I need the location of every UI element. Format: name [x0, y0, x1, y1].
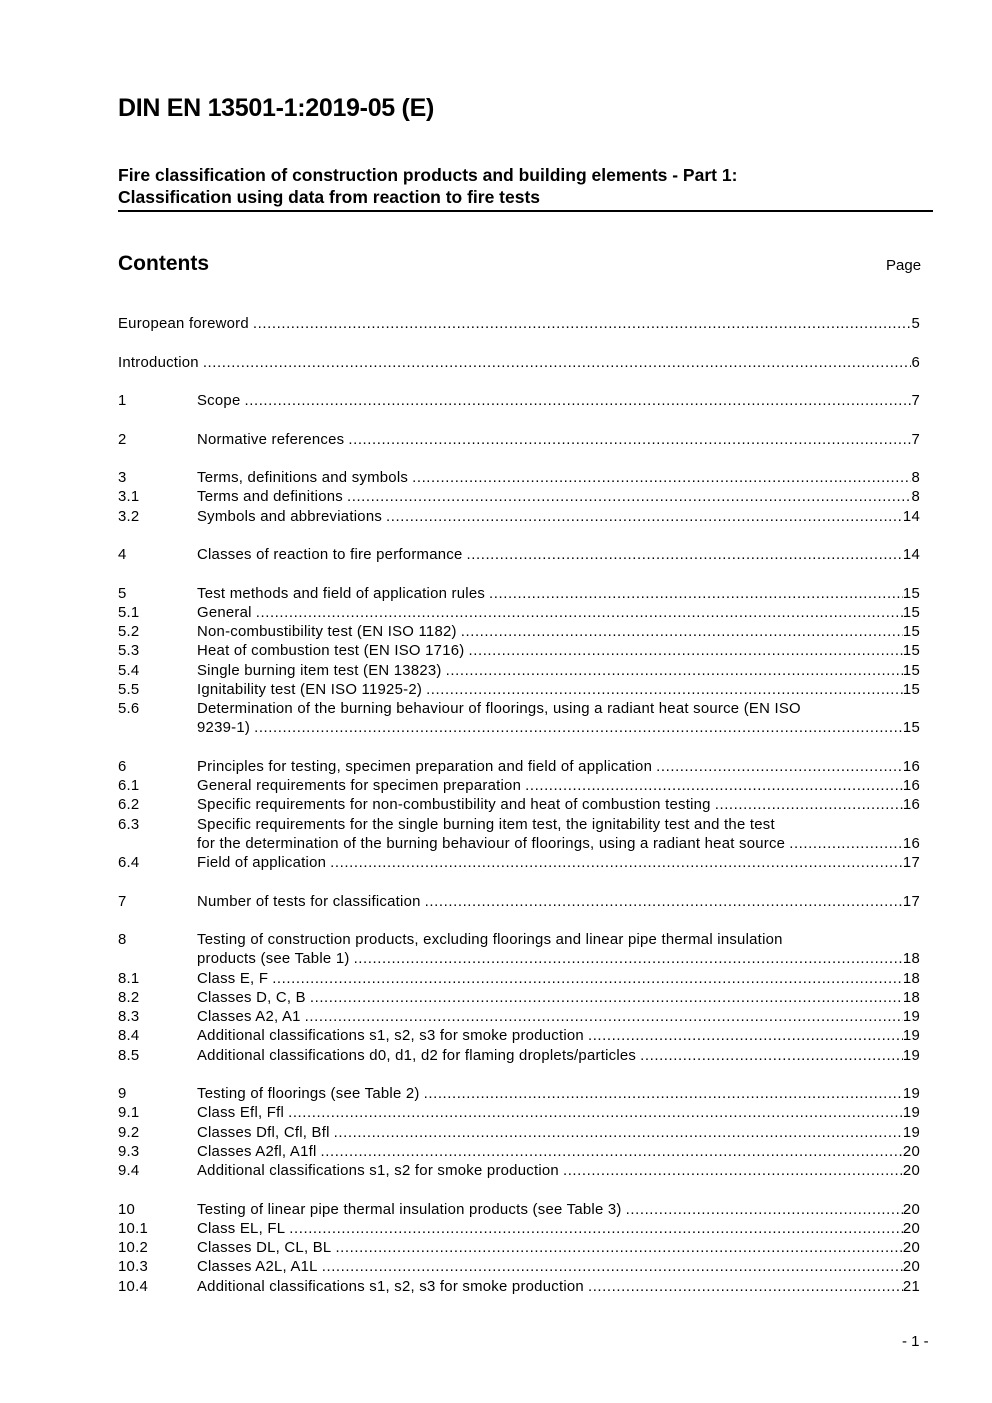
toc-entry[interactable]	[118, 546, 920, 565]
toc-entry[interactable]	[118, 662, 920, 681]
toc-entry-number: 3.2	[118, 508, 140, 525]
toc-dot-leader	[254, 719, 903, 738]
toc-entry-number: 6.3	[118, 816, 140, 833]
toc-entry-title: Classes DL, CL, BL	[197, 1240, 332, 1256]
toc-entry-title: Normative references	[197, 431, 345, 448]
toc-dot-leader	[330, 854, 903, 873]
toc-entry-title: Classes Dfl, Cfl, Bfl	[197, 1124, 330, 1141]
toc-entry[interactable]	[118, 970, 920, 989]
toc-section	[118, 354, 920, 373]
toc-entry-number: 10	[118, 1201, 136, 1218]
toc-section	[118, 931, 920, 1066]
toc-entry-page: 18	[902, 970, 920, 987]
toc-entry-page: 8	[911, 489, 920, 506]
toc-entry-title: Classes D, C, B	[197, 989, 306, 1006]
toc-dot-leader	[446, 662, 903, 681]
toc-entry-number: 5.4	[118, 662, 140, 679]
toc-entry-title: Testing of linear pipe thermal insulation products (see Table 3)	[197, 1201, 622, 1218]
toc-entry-title: Introduction	[118, 354, 199, 371]
toc-entry-number: 10.3	[118, 1259, 148, 1276]
toc-entry[interactable]	[118, 700, 920, 739]
page-column-heading: Page	[886, 257, 922, 274]
toc-entry-number: 9.4	[118, 1163, 140, 1179]
toc-entry[interactable]	[118, 623, 920, 642]
toc-entry-page: 14	[902, 547, 920, 563]
toc-entry-number: 8.2	[118, 989, 140, 1006]
toc-entry-number: 5.1	[118, 604, 140, 621]
subtitle-line-1: Fire classification of construction products and building elements - Part 1:	[118, 165, 738, 185]
toc-entry-page: 15	[902, 662, 920, 679]
toc-entry-number: 8.4	[118, 1028, 140, 1045]
toc-entry[interactable]	[118, 354, 920, 373]
toc-dot-leader	[334, 1124, 903, 1143]
contents-heading: Contents	[118, 252, 209, 275]
toc-entry[interactable]	[118, 1008, 920, 1027]
toc-entry-number: 9.1	[118, 1105, 140, 1122]
toc-entry[interactable]	[118, 1239, 920, 1258]
toc-entry-page: 21	[902, 1278, 920, 1295]
toc-entry-title: for the determination of the burning behaviour of floorings, using a radiant heat source	[197, 835, 786, 852]
toc-entry-number: 8.1	[118, 970, 140, 987]
toc-entry[interactable]	[118, 469, 920, 488]
toc-entry-title: 9239-1)	[197, 720, 251, 737]
toc-section	[118, 315, 920, 334]
toc-entry[interactable]	[118, 315, 920, 334]
toc-entry-title: Terms and definitions	[197, 489, 343, 506]
toc-entry-title: Ignitability test (EN ISO 11925-2)	[197, 681, 423, 698]
toc-entry-page: 19	[902, 1009, 920, 1025]
toc-entry[interactable]	[118, 893, 920, 912]
toc-dot-leader	[305, 1008, 903, 1027]
toc-entry-title: Class E, F	[197, 970, 269, 987]
toc-dot-leader	[715, 796, 903, 815]
toc-dot-leader	[244, 392, 911, 411]
toc-entry[interactable]	[118, 585, 920, 604]
subtitle-divider	[118, 210, 933, 212]
toc-entry-number: 6	[118, 758, 127, 775]
toc-section	[118, 546, 920, 565]
toc-entry-page: 5	[911, 316, 920, 332]
toc-entry-title: Classes A2L, A1L	[197, 1259, 318, 1276]
toc-entry-title: Scope	[197, 393, 241, 409]
toc-section	[118, 392, 920, 411]
toc-entry-title: Symbols and abbreviations	[197, 508, 383, 525]
document-subtitle	[118, 164, 932, 208]
toc-entry-page: 20	[902, 1220, 920, 1237]
toc-section	[118, 1201, 920, 1297]
toc-entry-page: 16	[902, 758, 920, 775]
toc-dot-leader	[563, 1162, 903, 1181]
toc-entry-number: 10.4	[118, 1278, 148, 1295]
toc-entry[interactable]	[118, 1220, 920, 1239]
toc-entry[interactable]	[118, 1085, 920, 1104]
toc-entry-number: 9	[118, 1086, 127, 1102]
toc-entry-number: 3	[118, 470, 127, 486]
toc-entry-title: General requirements for specimen preparation	[197, 778, 522, 794]
toc-entry[interactable]	[118, 642, 920, 661]
toc-entry-number: 9.3	[118, 1143, 140, 1160]
toc-entry-page: 15	[902, 624, 920, 640]
subtitle-line-2: Classification using data from reaction to fire tests	[118, 187, 541, 207]
document-id: DIN EN 13501-1:2019-05 (E)	[118, 94, 434, 122]
toc-entry-page: 19	[902, 1028, 920, 1045]
toc-dot-leader	[347, 488, 911, 507]
toc-dot-leader	[424, 1085, 903, 1104]
page-number: - 1 -	[902, 1333, 929, 1350]
toc-entry-page: 7	[911, 393, 920, 409]
toc-entry-number: 6.2	[118, 797, 140, 814]
toc-section	[118, 1085, 920, 1181]
toc-entry-number: 6.4	[118, 855, 140, 871]
toc-dot-leader	[489, 585, 903, 604]
toc-entry[interactable]	[118, 777, 920, 796]
toc-entry-page: 19	[902, 1047, 920, 1064]
toc-entry-title: Principles for testing, specimen preparation and field of application	[197, 758, 653, 775]
toc-entry-title: products (see Table 1)	[197, 951, 350, 968]
toc-dot-leader	[253, 315, 912, 334]
toc-entry[interactable]	[118, 989, 920, 1008]
toc-entry-page: 16	[902, 835, 920, 852]
toc-entry-page: 19	[902, 1105, 920, 1122]
toc-entry[interactable]	[118, 392, 920, 411]
toc-entry-page: 14	[902, 508, 920, 525]
toc-entry-title: Class EL, FL	[197, 1220, 286, 1237]
toc-dot-leader	[321, 1143, 903, 1162]
toc-entry-page: 6	[911, 354, 920, 371]
toc-entry[interactable]	[118, 1258, 920, 1277]
toc-dot-leader	[288, 1104, 903, 1123]
toc-entry-page: 18	[902, 989, 920, 1006]
toc-entry-page: 8	[911, 470, 920, 486]
toc-entry-number: 5.5	[118, 681, 140, 698]
toc-entry-title-line: Specific requirements for the single burning item test, the ignitability test and the test	[197, 816, 775, 833]
toc-entry[interactable]	[118, 604, 920, 623]
toc-entry-title: Specific requirements for non-combustibility and heat of combustion testing	[197, 797, 711, 814]
toc-entry-number: 8	[118, 932, 127, 948]
toc-entry-page: 20	[902, 1259, 920, 1276]
toc-dot-leader	[348, 431, 911, 450]
toc-entry-number: 5	[118, 585, 127, 602]
toc-dot-leader	[272, 970, 903, 989]
toc-entry-page: 15	[902, 604, 920, 621]
toc-entry[interactable]	[118, 1278, 920, 1297]
toc-entry[interactable]	[118, 816, 920, 855]
toc-entry-page: 15	[902, 720, 920, 737]
toc-dot-leader	[412, 469, 911, 488]
toc-entry-title: Classes A2fl, A1fl	[197, 1143, 317, 1160]
toc-dot-leader	[322, 1258, 903, 1277]
toc-entry-title: Additional classifications s1, s2, s3 for smoke production	[197, 1028, 584, 1045]
toc-entry-page: 20	[902, 1201, 920, 1218]
toc-entry-page: 16	[902, 778, 920, 794]
toc-dot-leader	[525, 777, 903, 796]
table-of-contents	[118, 315, 920, 1316]
toc-entry-title: Additional classifications d0, d1, d2 for flaming droplets/particles	[197, 1047, 637, 1064]
toc-entry-title: Testing of floorings (see Table 2)	[197, 1086, 420, 1102]
toc-section	[118, 469, 920, 527]
toc-entry[interactable]	[118, 1047, 920, 1066]
toc-section	[118, 758, 920, 874]
toc-entry[interactable]	[118, 854, 920, 873]
toc-entry-title: Classes A2, A1	[197, 1009, 301, 1025]
toc-entry-page: 17	[902, 893, 920, 910]
toc-entry-title: Additional classifications s1, s2, s3 for smoke production	[197, 1278, 584, 1295]
toc-entry-page: 17	[902, 855, 920, 871]
toc-dot-leader	[289, 1220, 903, 1239]
toc-entry-title: Terms, definitions and symbols	[197, 470, 409, 486]
toc-section	[118, 585, 920, 739]
toc-entry[interactable]	[118, 431, 920, 450]
toc-entry[interactable]	[118, 681, 920, 700]
toc-dot-leader	[310, 989, 903, 1008]
toc-entry[interactable]	[118, 1201, 920, 1220]
toc-entry[interactable]	[118, 796, 920, 815]
toc-dot-leader	[656, 758, 903, 777]
toc-entry-number: 7	[118, 893, 127, 910]
toc-entry-number: 8.5	[118, 1047, 140, 1064]
toc-entry-number: 3.1	[118, 489, 140, 506]
toc-entry[interactable]	[118, 1143, 920, 1162]
toc-entry-page: 7	[911, 431, 920, 448]
toc-entry-title: Field of application	[197, 855, 327, 871]
toc-dot-leader	[789, 835, 903, 854]
toc-dot-leader	[354, 950, 903, 969]
toc-entry-title: Classes of reaction to fire performance	[197, 547, 463, 563]
toc-dot-leader	[425, 893, 903, 912]
toc-dot-leader	[461, 623, 903, 642]
toc-entry-page: 15	[902, 585, 920, 602]
toc-entry[interactable]	[118, 931, 920, 970]
toc-entry-page: 18	[902, 951, 920, 968]
toc-entry[interactable]	[118, 1124, 920, 1143]
toc-entry-title: Additional classifications s1, s2 for smoke production	[197, 1163, 559, 1179]
toc-entry-title: Heat of combustion test (EN ISO 1716)	[197, 643, 465, 660]
toc-entry-number: 5.2	[118, 624, 140, 640]
toc-entry-number: 5.3	[118, 643, 140, 660]
toc-entry-title: Test methods and field of application rules	[197, 585, 486, 602]
toc-dot-leader	[256, 604, 903, 623]
toc-entry[interactable]	[118, 508, 920, 527]
toc-entry-page: 19	[902, 1124, 920, 1141]
toc-entry-number: 5.6	[118, 701, 140, 717]
toc-entry[interactable]	[118, 488, 920, 507]
toc-dot-leader	[640, 1047, 903, 1066]
toc-dot-leader	[335, 1239, 902, 1258]
toc-entry-title: Class Efl, Ffl	[197, 1105, 285, 1122]
toc-entry-title: General	[197, 604, 252, 621]
toc-entry[interactable]	[118, 1027, 920, 1046]
toc-entry-number: 2	[118, 431, 127, 448]
toc-dot-leader	[468, 642, 902, 661]
toc-entry-title-line: Determination of the burning behaviour of floorings, using a radiant heat source (EN ISO	[197, 701, 801, 717]
toc-entry-title-line: Testing of construction products, excluding floorings and linear pipe thermal insulation	[197, 932, 783, 948]
toc-entry-number: 4	[118, 547, 127, 563]
toc-entry-page: 15	[902, 681, 920, 698]
toc-entry-title: Non-combustibility test (EN ISO 1182)	[197, 624, 457, 640]
toc-section	[118, 431, 920, 450]
toc-entry[interactable]	[118, 1162, 920, 1181]
toc-entry-number: 9.2	[118, 1124, 140, 1141]
toc-entry[interactable]	[118, 1104, 920, 1123]
toc-entry-number: 6.1	[118, 778, 140, 794]
toc-entry-title: European foreword	[118, 316, 249, 332]
toc-dot-leader	[467, 546, 903, 565]
toc-dot-leader	[203, 354, 912, 373]
toc-dot-leader	[386, 508, 903, 527]
toc-dot-leader	[426, 681, 903, 700]
toc-dot-leader	[588, 1027, 903, 1046]
toc-entry-number: 10.2	[118, 1240, 148, 1256]
toc-entry-number: 1	[118, 393, 127, 409]
toc-entry-title: Single burning item test (EN 13823)	[197, 662, 442, 679]
toc-entry-page: 20	[902, 1143, 920, 1160]
toc-entry-page: 20	[902, 1163, 920, 1179]
toc-entry-title: Number of tests for classification	[197, 893, 421, 910]
toc-entry-number: 8.3	[118, 1009, 140, 1025]
toc-entry[interactable]	[118, 758, 920, 777]
toc-entry-page: 15	[902, 643, 920, 660]
toc-dot-leader	[626, 1201, 903, 1220]
toc-entry-page: 20	[902, 1240, 920, 1256]
toc-entry-page: 19	[902, 1086, 920, 1102]
toc-section	[118, 893, 920, 912]
toc-entry-number: 10.1	[118, 1220, 148, 1237]
toc-dot-leader	[588, 1278, 903, 1297]
toc-entry-page: 16	[902, 797, 920, 814]
